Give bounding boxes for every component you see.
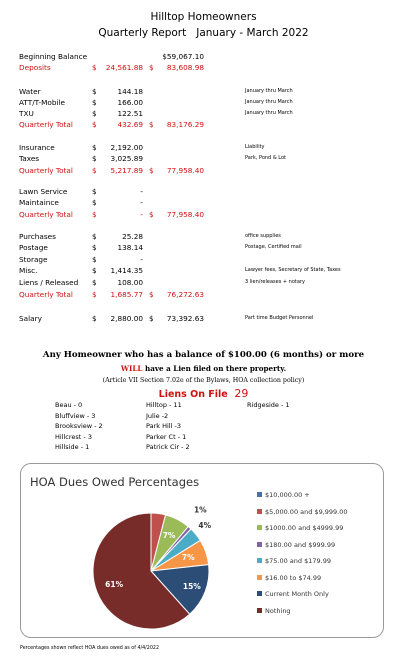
row-label: Deposits [19,63,51,72]
row-label: Purchases [19,232,56,241]
will-emphasis: WILL [120,364,143,373]
lien-street-entry: Hilltop - 11 [146,401,182,409]
report-subtitle: Quarterly Report January - March 2022 [98,27,309,39]
row-label: Taxes [19,154,40,163]
row-label: Postage [19,243,48,252]
row-dollar: $ [149,210,154,219]
row-dollar: $ [149,120,154,129]
liens-on-file [0,387,407,400]
row-label: Salary [19,314,42,323]
lien-street-entry: Beau - 0 [55,401,83,409]
row-total: 77,958.40 [166,166,204,175]
row-dollar: $ [92,290,97,299]
row-note: Park, Pond & Lot [245,155,287,161]
row-label: Lawn Service [19,187,68,196]
row-dollar: $ [92,255,97,264]
legend-swatch [257,591,262,596]
row-dollar: $ [92,143,97,152]
row-total: 83,608.98 [166,63,204,72]
pie-slice-label: 61% [105,580,124,590]
row-amount: 166.00 [117,98,143,107]
row-amount: 432.69 [117,120,143,129]
row-note: Lawyer fees, Secretary of State, Taxes [245,267,341,273]
legend-swatch [257,575,262,580]
row-amount: 138.14 [117,243,143,252]
row-label: Quarterly Total [19,290,73,299]
row-total: $59,067.10 [162,52,204,61]
row-dollar: $ [92,314,97,323]
row-amount: 24,561.88 [105,63,143,72]
legend-label: $75.00 and $179.99 [265,557,331,565]
row-label: Quarterly Total [19,166,73,175]
row-dollar: $ [149,314,154,323]
row-label: Storage [19,255,48,264]
lien-street-entry: Hillside - 1 [55,443,90,451]
legend-swatch [257,542,262,547]
legend-swatch [257,509,262,514]
row-total: 77,958.40 [166,210,204,219]
legend-label: $5,000.00 and $9,999.00 [265,507,348,516]
pie-slice-label: 7% [162,530,176,540]
legend-label: Nothing [265,606,291,615]
row-label: Liens / Released [19,278,79,287]
row-note: Part time Budget Personnel [245,315,314,321]
lien-street-entry: Park Hill -3 [146,422,181,430]
row-amount: 108.00 [117,278,143,287]
row-amount: 5,217.89 [110,166,143,175]
legend-swatch [257,608,262,613]
row-note: January thru March [245,99,293,105]
row-label: ATT/T-Mobile [19,98,66,107]
row-label: TXU [19,109,34,118]
legend-label: $180.00 and $999.99 [265,540,336,549]
row-amount: 25.28 [122,232,143,241]
lien-street-entry: Parker Ct - 1 [146,432,187,441]
pie-slice-label: 15% [182,582,201,592]
pie-slice-label: 4% [198,521,212,531]
row-amount: - [140,198,143,207]
legend-swatch [257,558,262,563]
row-dollar: $ [92,210,97,219]
lien-street-entry: Ridgeside - 1 [247,401,290,409]
lien-notice-line1: Any Homeowner who has a balance of $100.00 (6 months) or more [42,350,365,360]
row-dollar: $ [92,98,97,107]
row-amount: 144.18 [117,87,143,96]
row-amount: 2,192.00 [110,143,143,152]
row-note: January thru March [245,110,293,116]
report-title: Hilltop Homeowners [150,11,257,23]
liens-on-file-label: Liens On File [158,389,228,400]
lien-street-entry: Julie -2 [146,411,169,420]
row-dollar: $ [92,154,97,163]
liens-on-file-count: 29 [234,387,249,400]
row-dollar: $ [92,166,97,175]
pie-slice-label: 1% [193,505,207,515]
row-label: Quarterly Total [19,210,73,219]
chart-title: HOA Dues Owed Percentages [30,475,200,489]
row-amount: 3,025.89 [110,154,143,163]
legend-label: $1000.00 and $4999.99 [265,524,344,532]
row-label: Water [19,87,41,96]
row-note: office supplies [245,233,281,239]
legend-label: $16.00 to $74.99 [265,573,322,582]
legend-swatch [257,525,262,530]
row-total: 73,392.63 [166,314,204,323]
row-label: Misc. [19,266,38,275]
row-dollar: $ [92,243,97,252]
pie-chart [21,464,383,637]
lien-notice-line2-text: have a Lien filed on there property. [142,364,287,373]
row-note: Liability [245,144,265,150]
legend-label: Current Month Only [265,590,329,598]
lien-notice-line2 [0,364,407,373]
legend-label: $10,000.00 + [265,491,310,499]
footnote: Percentages shown reflect HOA dues owed as of 4/4/2022 [20,646,160,651]
row-amount: 122.51 [117,109,143,118]
lien-street-entry: Bluffview - 3 [55,411,96,420]
lien-street-entry: Patrick Cir - 2 [146,443,190,451]
row-amount: 1,414.35 [110,266,143,275]
row-label: Maintaince [19,198,59,207]
row-note: Postage, Certified mail [245,244,302,250]
row-amount: - [140,187,143,196]
row-total: 76,272.63 [166,290,204,299]
lien-street-entry: Brooksview - 2 [55,422,103,430]
row-dollar: $ [149,290,154,299]
row-label: Insurance [19,143,55,152]
row-dollar: $ [149,63,154,72]
row-amount: 1,685.77 [110,290,143,299]
chart-container [20,463,384,638]
row-dollar: $ [92,120,97,129]
row-note: January thru March [245,88,293,94]
legend-swatch [257,492,262,497]
bylaws-reference: (Article VII Section 7.02e of the Bylaws, HOA collection policy) [102,377,305,384]
row-total: 83,176.29 [166,120,204,129]
lien-street-entry: Hillcrest - 3 [55,432,92,441]
row-dollar: $ [92,87,97,96]
row-amount: - [140,255,143,264]
row-amount: 2,880.00 [110,314,143,323]
row-dollar: $ [92,187,97,196]
row-dollar: $ [92,63,97,72]
row-note: 3 lien/releases + notary [245,279,305,285]
row-dollar: $ [92,266,97,275]
row-amount: - [140,210,143,219]
row-dollar: $ [92,232,97,241]
row-dollar: $ [149,166,154,175]
row-dollar: $ [92,278,97,287]
pie-slice-label: 7% [181,553,195,563]
row-dollar: $ [92,109,97,118]
row-dollar: $ [92,198,97,207]
row-label: Beginning Balance [19,52,88,61]
row-label: Quarterly Total [19,120,73,129]
